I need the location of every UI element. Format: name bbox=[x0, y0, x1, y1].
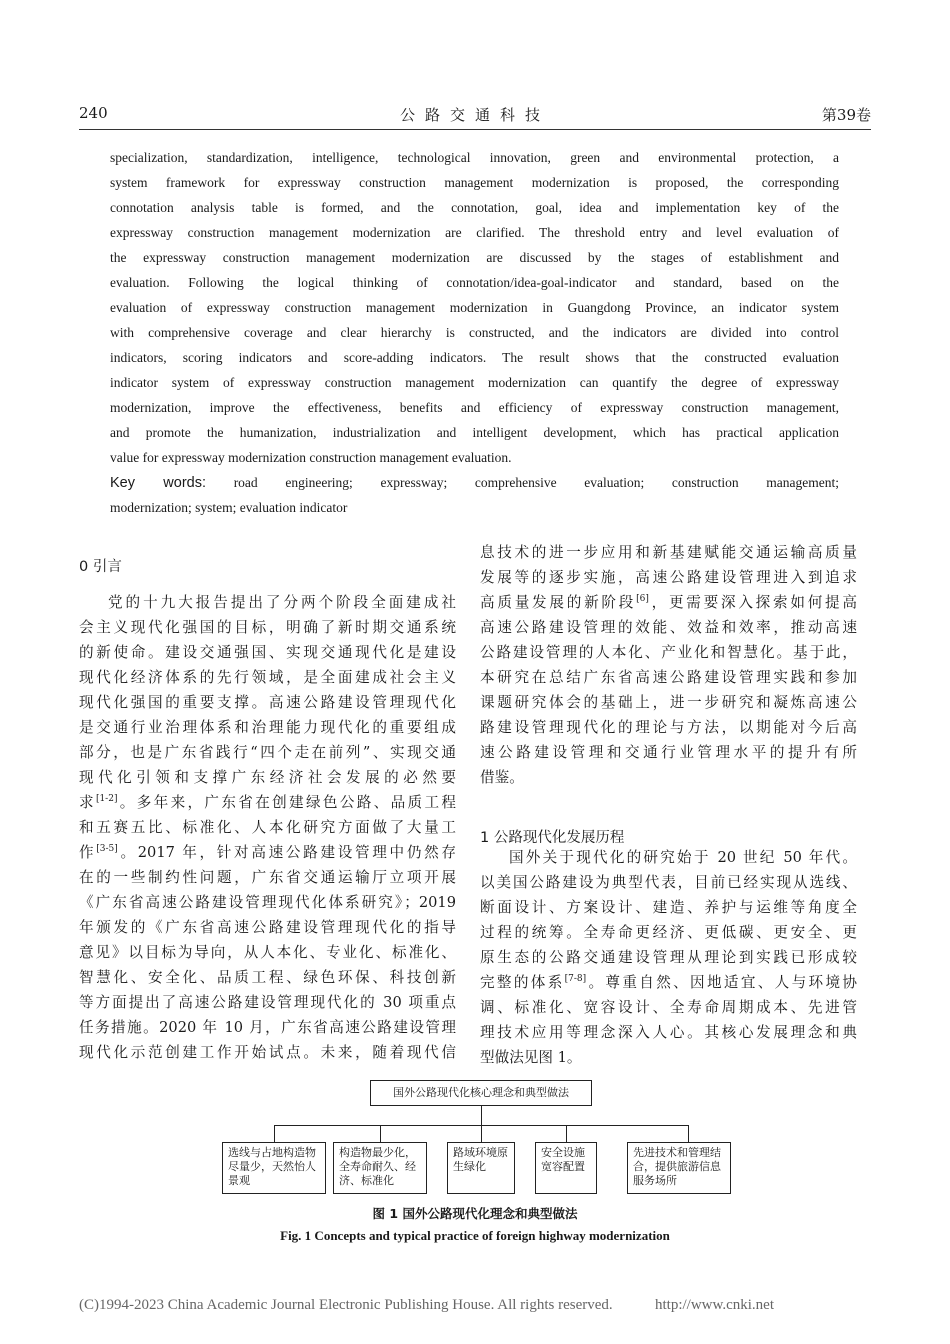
text-line: 的新使命。建设交通强国、实现交通现代化是建设 bbox=[79, 644, 456, 661]
diagram-box-safety: 安全设施宽容配置 bbox=[535, 1142, 597, 1194]
introduction-body bbox=[79, 590, 456, 1065]
figure-caption-zh: 图 1 国外公路现代化理念和典型做法 bbox=[372, 1206, 578, 1221]
connector-line bbox=[688, 1125, 689, 1142]
connector-line bbox=[566, 1125, 567, 1142]
abstract-line: modernization, improve the effectiveness, benefits and efficiency of expressway construction management, bbox=[110, 400, 839, 415]
diagram-box-structures: 构造物最少化，全寿命耐久、经济、标准化 bbox=[333, 1142, 427, 1194]
keywords-text: road engineering; expressway; comprehensive evaluation; construction management; bbox=[233, 475, 840, 490]
text-line: 现代化示范创建工作开始试点。未来，随着现代信 bbox=[79, 1044, 456, 1061]
text-line: 路建设管理现代化的理论与方法，以期能对今后高 bbox=[480, 719, 857, 736]
text-line: 现代化经济体系的先行领域，是全面建成社会主义 bbox=[79, 669, 456, 686]
text-line: 智慧化、安全化、品质工程、绿色环保、科技创新 bbox=[79, 969, 456, 986]
diagram-box-technology: 先进技术和管理结合，提供旅游信息服务场所 bbox=[627, 1142, 731, 1194]
text-line: 和五赛五比、标准化、人本化研究方面做了大量工 bbox=[79, 819, 456, 836]
connector-line bbox=[481, 1125, 482, 1142]
abstract-line: and promote the humanization, industrialization and intelligent development, which has practical application bbox=[110, 425, 839, 440]
text-line: 会主义现代化强国的目标，明确了新时期交通系统 bbox=[79, 619, 456, 636]
text-line: 发展等的逐步实施，高速公路建设管理进入到追求 bbox=[480, 569, 857, 586]
text-line: 本研究在总结广东省高速公路建设管理实践和参加 bbox=[480, 669, 857, 686]
abstract-line: with comprehensive coverage and clear hierarchy is constructed, and the indicators are divided into control bbox=[110, 325, 839, 340]
abstract-line: connotation analysis table is formed, and the connotation, goal, idea and implementation key of the bbox=[110, 200, 839, 215]
page-number: 240 bbox=[79, 104, 108, 122]
text-line: 速公路建设管理和交通行业管理水平的提升有所 bbox=[480, 744, 857, 761]
text-fragment: 作 bbox=[79, 844, 97, 861]
text-line: 息技术的进一步应用和新基建赋能交通运输高质量 bbox=[480, 544, 857, 561]
text-line: 国外关于现代化的研究始于 20 世纪 50 年代。 bbox=[509, 849, 857, 866]
text-line bbox=[79, 840, 456, 865]
keywords-line: modernization; system; evaluation indicator bbox=[110, 500, 348, 515]
text-line: 等方面提出了高速公路建设管理现代化的 30 项重点 bbox=[79, 994, 456, 1011]
abstract-line: indicators, scoring indicators and score-adding indicators. The result shows that the constructed evaluation bbox=[110, 350, 839, 365]
history-body bbox=[480, 845, 857, 1070]
text-line: 调、标准化、宽容设计、全寿命周期成本、先进管 bbox=[480, 999, 857, 1016]
connector-line bbox=[380, 1125, 381, 1142]
text-line: 高速公路建设管理的效能、效益和效率，推动高速 bbox=[480, 619, 857, 636]
text-line: 年颁发的《广东省高速公路建设管理现代化的指导 bbox=[79, 919, 456, 936]
abstract-line: system framework for expressway construction management modernization is proposed, the corresponding bbox=[110, 175, 839, 190]
connector-line bbox=[481, 1106, 482, 1125]
text-line: 型做法见图 1。 bbox=[480, 1049, 582, 1066]
text-fragment: ，更需要深入探索如何提高 bbox=[648, 594, 857, 611]
text-line bbox=[480, 970, 857, 995]
text-line: 党的十九大报告提出了分两个阶段全面建成社 bbox=[108, 594, 456, 611]
text-line: 以美国公路建设为典型代表，目前已经实现从选线、 bbox=[480, 874, 857, 891]
diagram-root-box: 国外公路现代化核心理念和典型做法 bbox=[370, 1080, 592, 1106]
text-fragment: 高质量发展的新阶段 bbox=[480, 594, 637, 611]
text-fragment: 。多年来，广东省在创建绿色公路、品质工程 bbox=[117, 794, 456, 811]
text-line: 原生态的公路交通建设管理从理论到实践已形成较 bbox=[480, 949, 857, 966]
text-line: 在的一些制约性问题，广东省交通运输厅立项开展 bbox=[79, 869, 456, 886]
header-divider bbox=[79, 129, 871, 130]
footer-url-link[interactable]: http://www.cnki.net bbox=[655, 1297, 775, 1313]
text-fragment: 求 bbox=[79, 794, 96, 811]
connector-line bbox=[274, 1125, 275, 1142]
citation: [3-5] bbox=[96, 844, 118, 854]
text-fragment: 完整的体系 bbox=[480, 974, 565, 991]
text-line: 理技术应用等理念深入人心。其核心发展理念和典 bbox=[480, 1024, 857, 1041]
text-line bbox=[480, 590, 857, 615]
volume-label: 第39卷 bbox=[821, 106, 871, 124]
citation: [6] bbox=[636, 594, 649, 604]
text-line: 现代化引领和支撑广东经济社会发展的必然要 bbox=[79, 769, 456, 786]
text-line: 是交通行业治理体系和治理能力现代化的重要组成 bbox=[79, 719, 456, 736]
diagram-box-greening: 路域环境原生绿化 bbox=[447, 1142, 515, 1194]
text-line: 现代化强国的重要支撑。高速公路建设管理现代化 bbox=[79, 694, 456, 711]
text-line: 部分，也是广东省践行“四个走在前列”、实现交通 bbox=[79, 744, 456, 761]
abstract-line: expressway construction management modernization are clarified. The threshold entry and level evaluation of bbox=[110, 225, 839, 240]
keywords-label: Key words: bbox=[110, 475, 207, 491]
text-fragment: 。2017 年，针对高速公路建设管理中仍然存 bbox=[117, 844, 456, 861]
text-line: 过程的统筹。全寿命更经济、更低碳、更安全、更 bbox=[480, 924, 857, 941]
text-line: 意见》以目标为导向，从人本化、专业化、标准化、 bbox=[79, 944, 456, 961]
copyright-notice: (C)1994-2023 China Academic Journal Electronic Publishing House. All rights reserved. bbox=[79, 1297, 613, 1313]
section-heading-history: 1 公路现代化发展历程 bbox=[480, 830, 625, 846]
text-line: 课题研究体会的基础上，进一步研究和凝炼高速公 bbox=[480, 694, 857, 711]
abstract-line: the expressway construction management modernization are discussed by the stages of establishment and bbox=[110, 250, 839, 265]
text-line: 任务措施。2020 年 10 月，广东省高速公路建设管理 bbox=[79, 1019, 456, 1036]
text-line: 《广东省高速公路建设管理现代化体系研究》；2019 bbox=[79, 894, 456, 911]
keywords-line bbox=[110, 470, 839, 496]
text-line: 公路建设管理的人本化、产业化和智慧化。基于此， bbox=[480, 644, 857, 661]
abstract-line: indicator system of expressway construction management modernization can quantify the degree of expressway bbox=[110, 375, 839, 390]
diagram-box-route-selection: 选线与占地构造物尽量少，天然怡人景观 bbox=[222, 1142, 326, 1194]
figure-caption-en: Fig. 1 Concepts and typical practice of foreign highway modernization bbox=[280, 1228, 670, 1243]
citation: [7-8] bbox=[564, 974, 587, 984]
text-line: 借鉴。 bbox=[480, 769, 524, 786]
abstract-line: evaluation of expressway construction management modernization in Guangdong Province, an indicator system bbox=[110, 300, 839, 315]
journal-title: 公路交通科技 bbox=[399, 106, 550, 124]
citation: [1-2] bbox=[95, 794, 118, 804]
text-line bbox=[79, 790, 456, 815]
text-line: 断面设计、方案设计、建造、养护与运维等角度全 bbox=[480, 899, 857, 916]
text-fragment: 。尊重自然、因地适宜、人与环境协 bbox=[586, 974, 857, 991]
abstract-line: specialization, standardization, intelligence, technological innovation, green and environmental protection, a bbox=[110, 150, 839, 165]
abstract-line: evaluation. Following the logical thinking of connotation/idea-goal-indicator and standard, based on the bbox=[110, 275, 839, 290]
introduction-continued bbox=[480, 540, 857, 790]
section-heading-introduction: 0 引言 bbox=[79, 559, 122, 575]
abstract-line: value for expressway modernization construction management evaluation. bbox=[110, 450, 512, 465]
